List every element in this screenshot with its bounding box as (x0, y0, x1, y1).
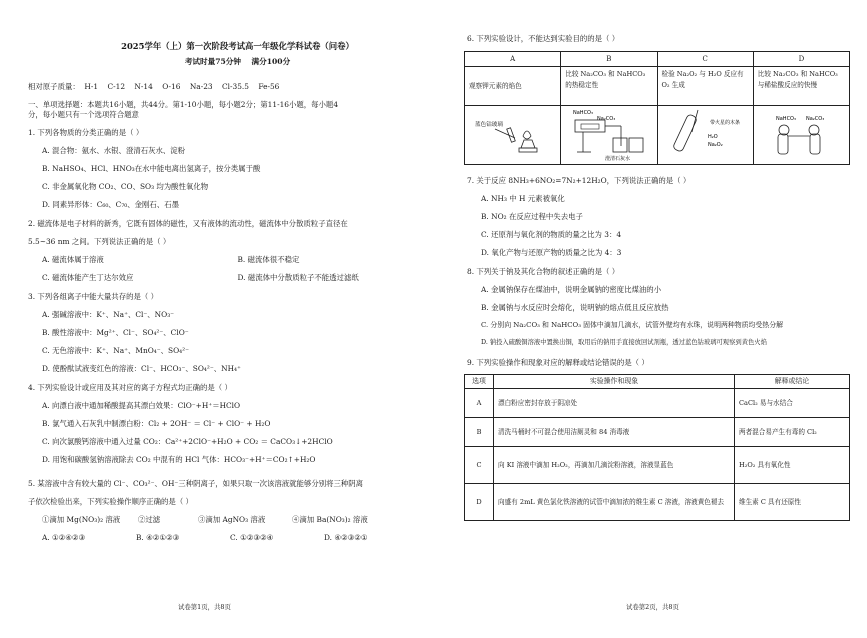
figure-reaction-rate (753, 106, 849, 165)
question-stem-line1: 5. 某溶液中含有较大量的 Cl⁻、CO₃²⁻、OH⁻三种阴离子，如果只取一次该溶液就能够分别将三种阴离 (28, 479, 364, 488)
option-b: B. 磁流体很不稳定 (237, 255, 300, 264)
option-b: B. 酸性溶液中：Mg²⁺、Cl⁻、SO₄²⁻、ClO⁻ (42, 328, 189, 337)
option-c: C. 无色溶液中：K⁺、Na⁺、MnO₄⁻、SO₄²⁻ (42, 346, 190, 355)
left-column (28, 42, 433, 544)
option-a: A. ①②④②③ (42, 533, 86, 542)
table-cell: 观察钾元素的焰色 (465, 67, 561, 106)
table-cell: 两者混合易产生有毒的 Cl₂ (735, 418, 850, 447)
question-1 (28, 129, 433, 211)
option-d: D. 同素异形体：C₆₀、C₇₀、金刚石、石墨 (42, 200, 179, 209)
question-stem-line1: 2. 磁流体是电子材料的新秀，它既有固体的磁性，又有液体的流动性，磁流体中分散质粒子直径在 (28, 219, 348, 228)
option-b: B. NaHSO₄、HCl、HNO₃在水中能电离出氢离子，按分类属于酸 (42, 164, 261, 173)
question-stem: 7. 关于反应 8NH₃+6NO₂=7N₂+12H₂O，下列说法正确的是（ ） (467, 176, 691, 185)
option-d: D. ④②③②① (324, 533, 368, 542)
table-header-cell: 实验操作和现象 (494, 375, 735, 389)
table-header-row (465, 52, 850, 67)
option-b: B. 金属钠与水反应时会熔化，说明钠的熔点低且反应放热 (481, 303, 669, 312)
atomic-masses: 相对原子质量： H-1 C-12 N-14 O-16 Na-23 Cl-35.5 Fe-56 (28, 82, 280, 91)
table-header-cell: 解释或结论 (735, 375, 850, 389)
page-footer-left: 试卷第1页，共8页 (178, 603, 231, 611)
question-8 (467, 268, 852, 350)
option-d: D. 磁流体中分散质粒子不能透过滤纸 (237, 273, 359, 282)
table-cell: H₂O₂ 具有氧化性 (735, 447, 850, 484)
question-2 (28, 220, 433, 284)
table-row (465, 447, 850, 484)
exam-subtitle: 考试时量75分钟 满分100分 (184, 57, 291, 67)
svg-text:Na₂CO₃: Na₂CO₃ (805, 116, 824, 122)
option-a: A. NH₃ 中 H 元素被氧化 (481, 194, 565, 203)
table-header-row (465, 375, 850, 389)
table-cell: 漂白粉应密封存放于阴凉处 (494, 389, 735, 418)
table-row (465, 389, 850, 418)
option-b: B. NO₂ 在反应过程中失去电子 (481, 212, 583, 221)
svg-text:Na₂O₂: Na₂O₂ (707, 142, 723, 148)
option-c: C. 非金属氧化物 CO₂、CO、SO₃ 均为酸性氧化物 (42, 182, 209, 191)
table-cell: 维生素 C 具有还原性 (735, 484, 850, 521)
svg-text:H₂O: H₂O (707, 134, 718, 140)
question-stem: 4. 下列实验设计或应用及其对应的离子方程式均正确的是（ ） (28, 383, 232, 392)
exam-title: 2025学年（上）第一次阶段考试高一年级化学科试卷（问卷） (121, 41, 354, 51)
experiment-table (464, 51, 850, 165)
page-footer-right: 试卷第2页，共8页 (626, 603, 679, 611)
right-column (467, 35, 852, 521)
option-a: A. 混合物：氨水、水银、澄清石灰水、淀粉 (42, 146, 186, 155)
table-cell: 比较 Na₂CO₃ 和 NaHCO₃ 与稀盐酸反应的快慢 (753, 67, 849, 106)
option-b: B. 氯气通入石灰乳中制漂白粉：Cl₂ + 2OH⁻ ＝ Cl⁻ + ClO⁻ + H₂O (42, 419, 271, 428)
option-d: D. 氧化产物与还原产物的质量之比为 4：3 (481, 248, 622, 257)
option-c: C. ①②③②④ (230, 533, 274, 542)
option-c: C. 磁流体能产生丁达尔效应 (42, 273, 134, 282)
operation-4: ④滴加 Ba(NO₃)₂ 溶液 (292, 515, 368, 524)
figure-label: 蓝色钴玻璃 (475, 122, 503, 128)
option-d: D. 钠投入硫酸铜溶液中置换出铜，取用后的钠用手直接放回试剂瓶，透过蓝色钴玻璃可观察到黄色火焰 (481, 339, 767, 346)
svg-text:澄清石灰水: 澄清石灰水 (605, 156, 631, 162)
svg-text:带火星的木条: 带火星的木条 (709, 120, 740, 126)
table-header-cell: B (561, 52, 657, 67)
table-cell: C (465, 447, 494, 484)
table-header-cell: 选项 (465, 375, 494, 389)
answer-table (464, 374, 850, 521)
figure-thermal-stability (561, 106, 657, 165)
table-cell: CaCl₂ 易与水结合 (735, 389, 850, 418)
table-header-cell: A (465, 52, 561, 67)
option-d: D. 使酚酞试液变红色的溶液：Cl⁻、HCO₃⁻、SO₄²⁻、NH₄⁺ (42, 364, 241, 373)
svg-text:NaHCO₃: NaHCO₃ (775, 116, 796, 122)
svg-text:Na₂CO₃: Na₂CO₃ (597, 116, 616, 122)
svg-text:NaHCO₃: NaHCO₃ (573, 110, 594, 116)
question-stem: 1. 下列各物质的分类正确的是（ ） (28, 128, 144, 137)
operations-row (28, 516, 433, 526)
option-a: A. 磁流体属于溶液 (42, 255, 104, 264)
option-c: C. 分别向 Na₂CO₃ 和 NaHCO₃ 固体中滴加几滴水，试管外壁均有水珠，说明两种物质均受热分解 (481, 321, 783, 329)
table-figure-row (465, 106, 850, 165)
table-cell: 检验 Na₂O₂ 与 H₂O 反应有 O₂ 生成 (657, 67, 753, 106)
question-stem: 8. 下列关于钠及其化合物的叙述正确的是（ ） (467, 267, 620, 276)
table-cell: 比较 Na₂CO₃ 和 NaHCO₃ 的热稳定性 (561, 67, 657, 106)
option-a: A. 向漂白液中通加稀酸提高其漂白效果：ClO⁻+H⁺＝HClO (42, 401, 241, 410)
question-3 (28, 293, 433, 375)
question-stem-line2: 5.5~36 nm 之间。下列说法正确的是（ ） (28, 237, 171, 246)
table-cell: A (465, 389, 494, 418)
operation-3: ③滴加 AgNO₃ 溶液 (198, 515, 266, 524)
table-desc-row (465, 67, 850, 106)
option-c: C. 还原剂与氧化剂的物质的量之比为 3：4 (481, 230, 622, 239)
question-4 (28, 384, 433, 466)
operation-2: ②过滤 (138, 515, 161, 524)
option-c: C. 向次氯酸钙溶液中通入过量 CO₂：Ca²⁺+2ClO⁻+H₂O + CO₂ ＝ CaCO₃↓+2HClO (42, 437, 333, 446)
table-row (465, 418, 850, 447)
table-cell: 向 KI 溶液中滴加 H₂O₂，再滴加几滴淀粉溶液，溶液显蓝色 (494, 447, 735, 484)
question-stem: 9. 下列实验操作和现象对应的解释或结论错误的是（ ） (467, 358, 649, 367)
option-d: D. 用饱和碳酸氢钠溶液除去 CO₂ 中混有的 HCl 气体：HCO₃⁻+H⁺＝CO₂↑+H₂O (42, 455, 316, 464)
table-header-cell: D (753, 52, 849, 67)
section-heading-line2: 分，每小题只有一个选项符合题意 (28, 110, 139, 119)
option-a: A. 强碱溶液中：K⁺、Na⁺、Cl⁻、NO₃⁻ (42, 310, 175, 319)
options-row-1 (28, 256, 433, 266)
table-row (465, 484, 850, 521)
question-stem: 3. 下列各组离子中能大量共存的是（ ） (28, 292, 159, 301)
table-cell: 向盛有 2mL 黄色氯化铁溶液的试管中滴加浓的维生素 C 溶液，溶液黄色褪去 (494, 484, 735, 521)
options-row-2 (28, 274, 433, 284)
question-5 (28, 480, 433, 544)
option-a: A. 金属钠保存在煤油中，说明金属钠的密度比煤油的小 (481, 285, 662, 294)
table-cell: B (465, 418, 494, 447)
table-cell: 清洗马桶时不可混合使用洁厕灵和 84 消毒液 (494, 418, 735, 447)
question-7 (467, 177, 852, 259)
table-cell: D (465, 484, 494, 521)
operation-1: ①滴加 Mg(NO₃)₂ 溶液 (42, 515, 121, 524)
table-header-cell: C (657, 52, 753, 67)
question-stem: 6. 下列实验设计，不能达到实验目的的是（ ） (467, 34, 620, 43)
section-heading-line1: 一、单项选择题：本题共16小题，共44分。第1-10小题，每小题2分；第11-16小题，每小题4 (28, 100, 339, 109)
option-b: B. ④②①②③ (136, 533, 180, 542)
options-row (28, 534, 433, 544)
question-6 (467, 35, 852, 165)
figure-na2o2-water (657, 106, 753, 165)
question-9 (467, 359, 852, 521)
figure-flame-test (465, 106, 561, 165)
question-stem-line2: 子依次检验出来，下列实验操作顺序正确的是（ ） (28, 497, 193, 506)
